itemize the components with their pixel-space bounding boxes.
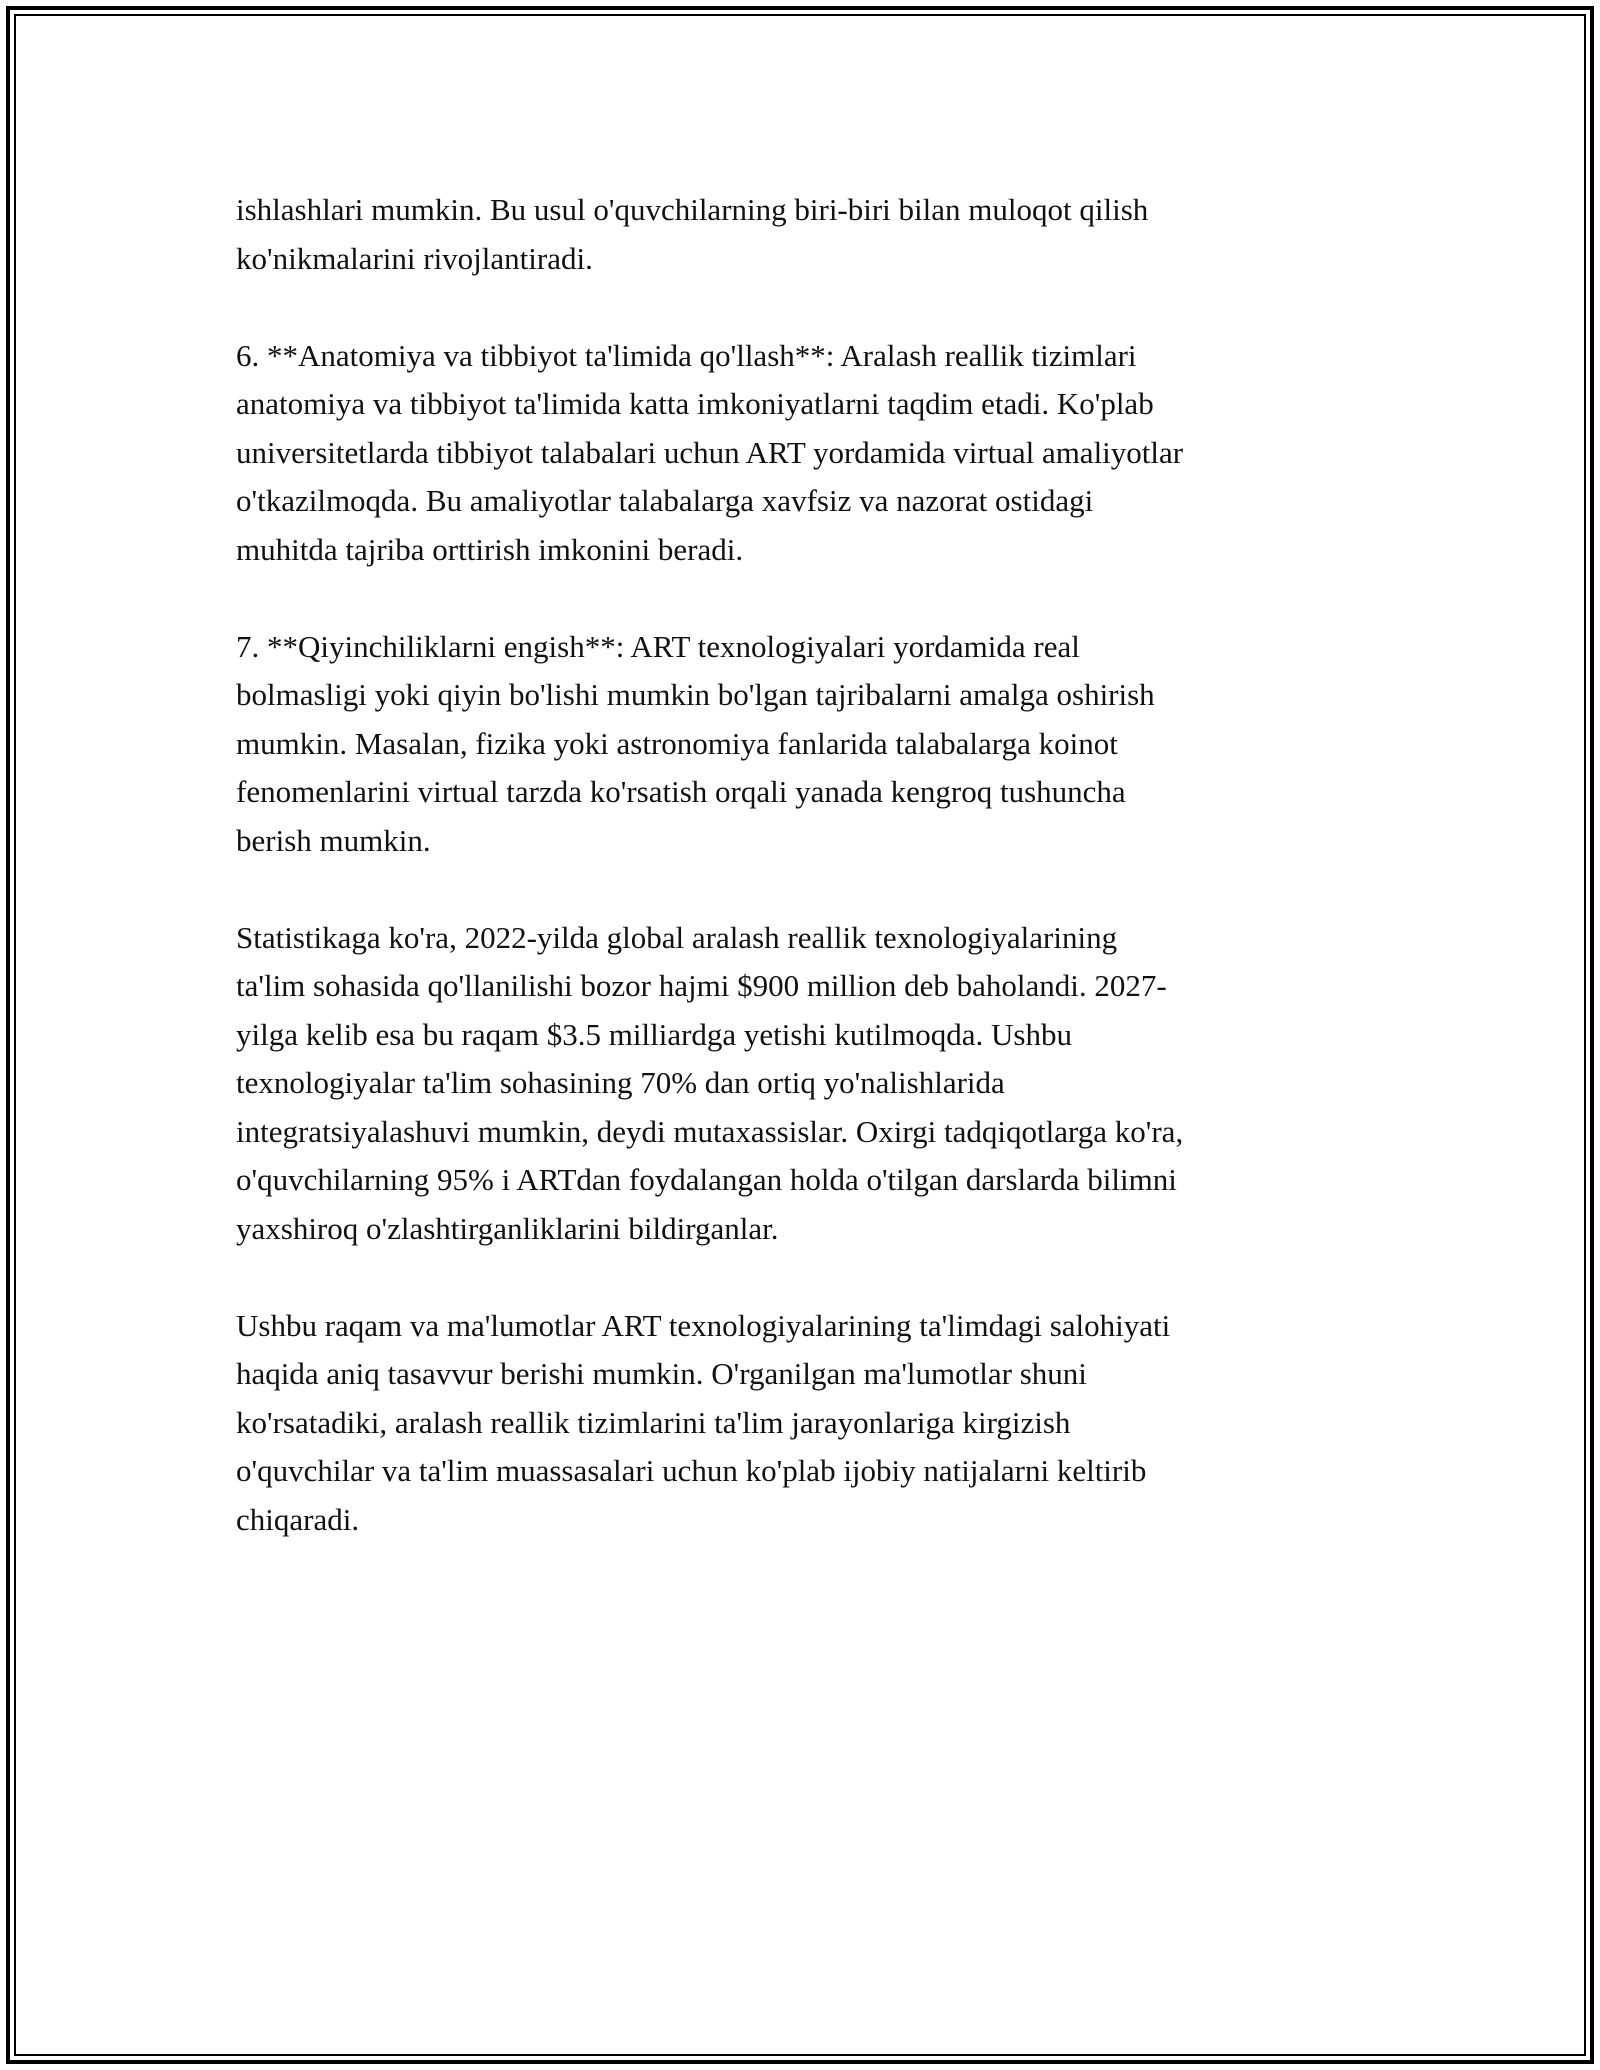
paragraph-item-6-anatomy: 6. **Anatomiya va tibbiyot ta'limida qo'llash**: Aralash reallik tizimlari anatomiya va tibbiyot ta'limida katta imkoniyatlarni taqdim etadi. Ko'plab universitetlarda tibbiyot talabalari uchun ART yordamida virtual amaliyotlar o'tkazilmoqda. Bu amaliyotlar talabalarga xavfsiz va nazorat ostidagi muhitda tajriba orttirish imkonini beradi. [236,337,1184,567]
paragraph-conclusion: Ushbu raqam va ma'lumotlar ART texnologiyalarining ta'limdagi salohiyati haqida aniq tasavvur berishi mumkin. O'rganilgan ma'lumotlar shuni ko'rsatadiki, aralash reallik tizimlarini ta'lim jarayonlariga kirgizish o'quvchilar va ta'lim muassasalari uchun ko'plab ijobiy natijalarni keltirib chiqaradi. [236,1307,1171,1537]
paragraph-continuation: ishlashlari mumkin. Bu usul o'quvchilarning biri-biri bilan muloqot qilish ko'nikmalarini rivojlantiradi. [236,192,1149,276]
document-body [236,186,1366,1593]
paragraph-statistics: Statistikaga ko'ra, 2022-yilda global aralash reallik texnologiyalarining ta'lim sohasida qo'llanilishi bozor hajmi $900 million deb baholandi. 2027- yilga kelib esa bu raqam $3.5 milliardga yetishi kutilmoqda. Ushbu texnologiyalar ta'lim sohasining 70% dan ortiq yo'nalishlarida integratsiyalashuvi mumkin, deydi mutaxassislar. Oxirgi tadqiqotlarga ko'ra, o'quvchilarning 95% i ARTdan foydalangan holda o'tilgan darslarda bilimni yaxshiroq o'zlashtirganliklarini bildirganlar. [236,919,1184,1246]
paragraph-item-7-challenges: 7. **Qiyinchiliklarni engish**: ART texnologiyalari yordamida real bolmasligi yoki qiyin bo'lishi mumkin bo'lgan tajribalarni amalga oshirish mumkin. Masalan, fizika yoki astronomiya fanlarida talabalarga koinot fenomenlarini virtual tarzda ko'rsatish orqali yanada kengroq tushuncha berish mumkin. [236,628,1155,858]
